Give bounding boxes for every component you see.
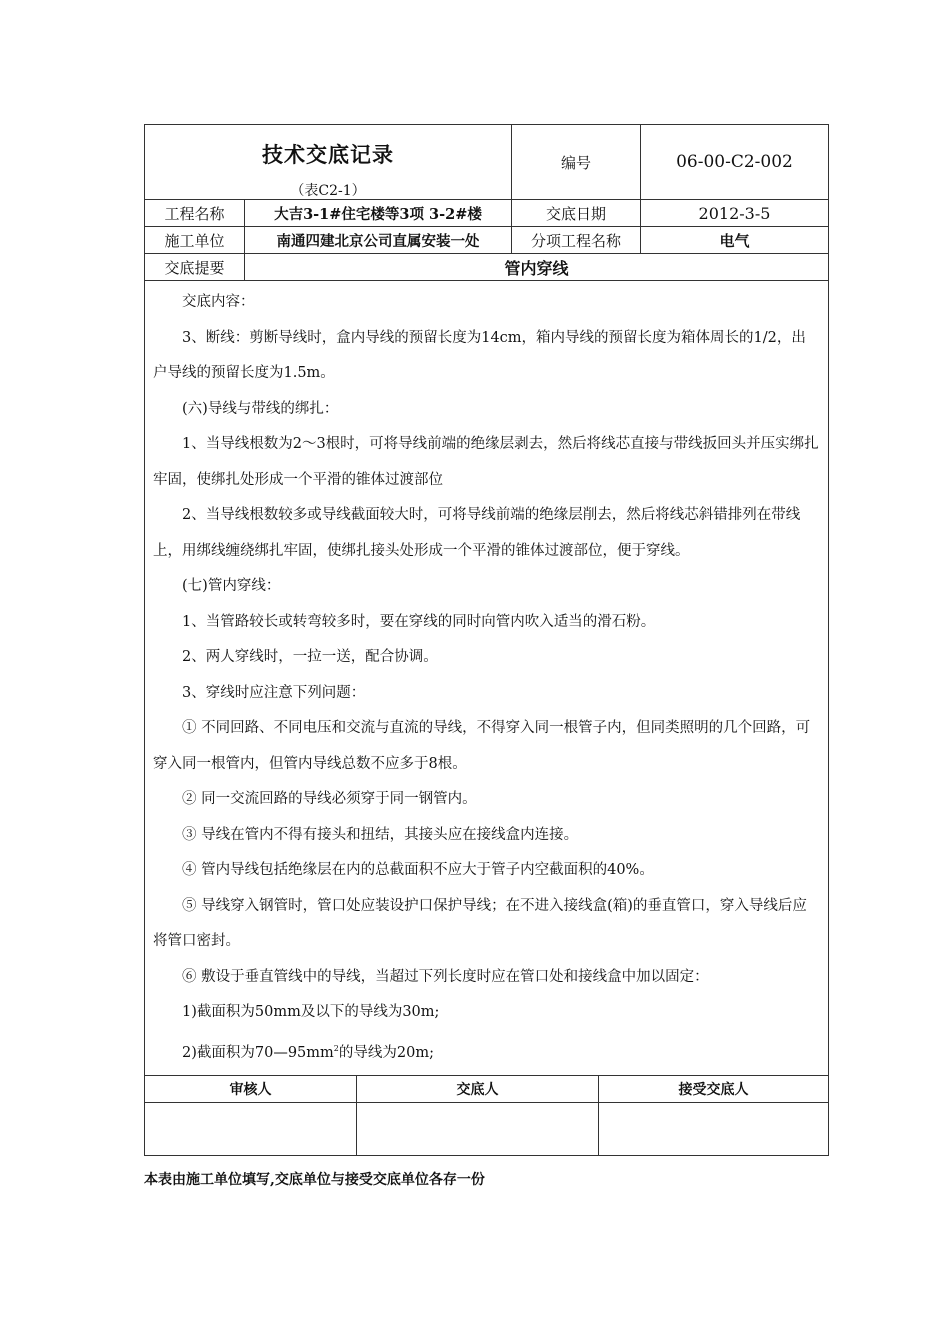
- project-name-label: 工程名称: [145, 200, 245, 227]
- contractor: 南通四建北京公司直属安装一处: [245, 227, 512, 254]
- content-paragraph: 1、当导线根数为2～3根时，可将导线前端的绝缘层剥去，然后将线芯直接与带线扳回头并压实绑扎牢固，使绑扎处形成一个平滑的锥体过渡部位: [153, 436, 819, 488]
- reviewer-signature-field[interactable]: [145, 1102, 357, 1155]
- content-cell: [145, 281, 829, 1076]
- receiver-signature-field[interactable]: [599, 1102, 829, 1155]
- content-paragraph: ① 不同回路、不同电压和交流与直流的导线，不得穿入同一根管子内，但同类照明的几个回路，可穿入同一根管内，但管内导线总数不应多于8根。: [153, 720, 811, 772]
- disclosure-date: 2012-3-5: [641, 200, 829, 227]
- project-name: 大吉3-1#住宅楼等3项 3-2#楼: [245, 200, 512, 227]
- number-value: 06-00-C2-002: [641, 125, 829, 200]
- content-body: [145, 281, 828, 1075]
- content-paragraph: 3、断线：剪断导线时，盒内导线的预留长度为14cm，箱内导线的预留长度为箱体周长的1/2，出户导线的预留长度为1.5m。: [153, 329, 806, 381]
- reviewer-label: 审核人: [145, 1075, 357, 1102]
- superscript: 2: [333, 1043, 339, 1053]
- content-paragraph: 2、当导线根数较多或导线截面较大时，可将导线前端的绝缘层削去，然后将线芯斜错排列在带线上，用绑线缠绕绑扎牢固，使绑扎接头处形成一个平滑的锥体过渡部位，便于穿线。: [153, 507, 801, 559]
- content-heading: 交底内容：: [182, 294, 255, 310]
- subproject: 电气: [641, 227, 829, 254]
- content-paragraph: 1、当管路较长或转弯较多时，要在穿线的同时向管内吹入适当的滑石粉。: [182, 613, 656, 630]
- contractor-label: 施工单位: [145, 227, 245, 254]
- content-paragraph: ④ 管内导线包括绝缘层在内的总截面积不应大于管子内空截面积的40%。: [182, 862, 654, 878]
- content-paragraph: ② 同一交流回路的导线必须穿于同一钢管内。: [182, 791, 477, 807]
- number-label: 编号: [512, 125, 641, 200]
- content-paragraph: 3、穿线时应注意下列问题：: [182, 684, 366, 701]
- summary: 管内穿线: [245, 254, 829, 281]
- content-last-line: [153, 1031, 820, 1071]
- content-paragraph: ⑥ 敷设于垂直管线中的导线，当超过下列长度时应在管口处和接线盒中加以固定：: [182, 968, 709, 985]
- subproject-label: 分项工程名称: [512, 227, 641, 254]
- form-page: [144, 124, 828, 1156]
- summary-label: 交底提要: [145, 254, 245, 281]
- form-code: （表C2-1）: [290, 183, 366, 199]
- date-label: 交底日期: [512, 200, 641, 227]
- content-paragraph: 2、两人穿线时，一拉一送，配合协调。: [182, 649, 438, 665]
- form-title: 技术交底记录: [262, 142, 394, 167]
- disclosure-form-table: [144, 124, 829, 1076]
- title-cell: [145, 125, 512, 200]
- last-line-prefix: 2)截面积为70—95mm: [182, 1044, 334, 1061]
- signature-table: [144, 1075, 829, 1156]
- content-paragraph: 1)截面积为50mm及以下的导线为30m;: [182, 1004, 440, 1020]
- content-paragraph: ⑤ 导线穿入钢管时，管口处应装设护口保护导线；在不进入接线盒(箱)的垂直管口，穿入导线后应将管口密封。: [153, 897, 807, 949]
- receiver-label: 接受交底人: [599, 1075, 829, 1102]
- content-paragraph: ③ 导线在管内不得有接头和扭结，其接头应在接线盒内连接。: [182, 826, 579, 843]
- content-paragraph: (七)管内穿线：: [182, 578, 281, 594]
- discloser-label: 交底人: [357, 1075, 599, 1102]
- content-paragraph: (六)导线与带线的绑扎：: [182, 400, 339, 417]
- discloser-signature-field[interactable]: [357, 1102, 599, 1155]
- footnote: 本表由施工单位填写,交底单位与接受交底单位各存一份: [144, 1172, 485, 1188]
- last-line-suffix: 的导线为20m;: [338, 1044, 434, 1061]
